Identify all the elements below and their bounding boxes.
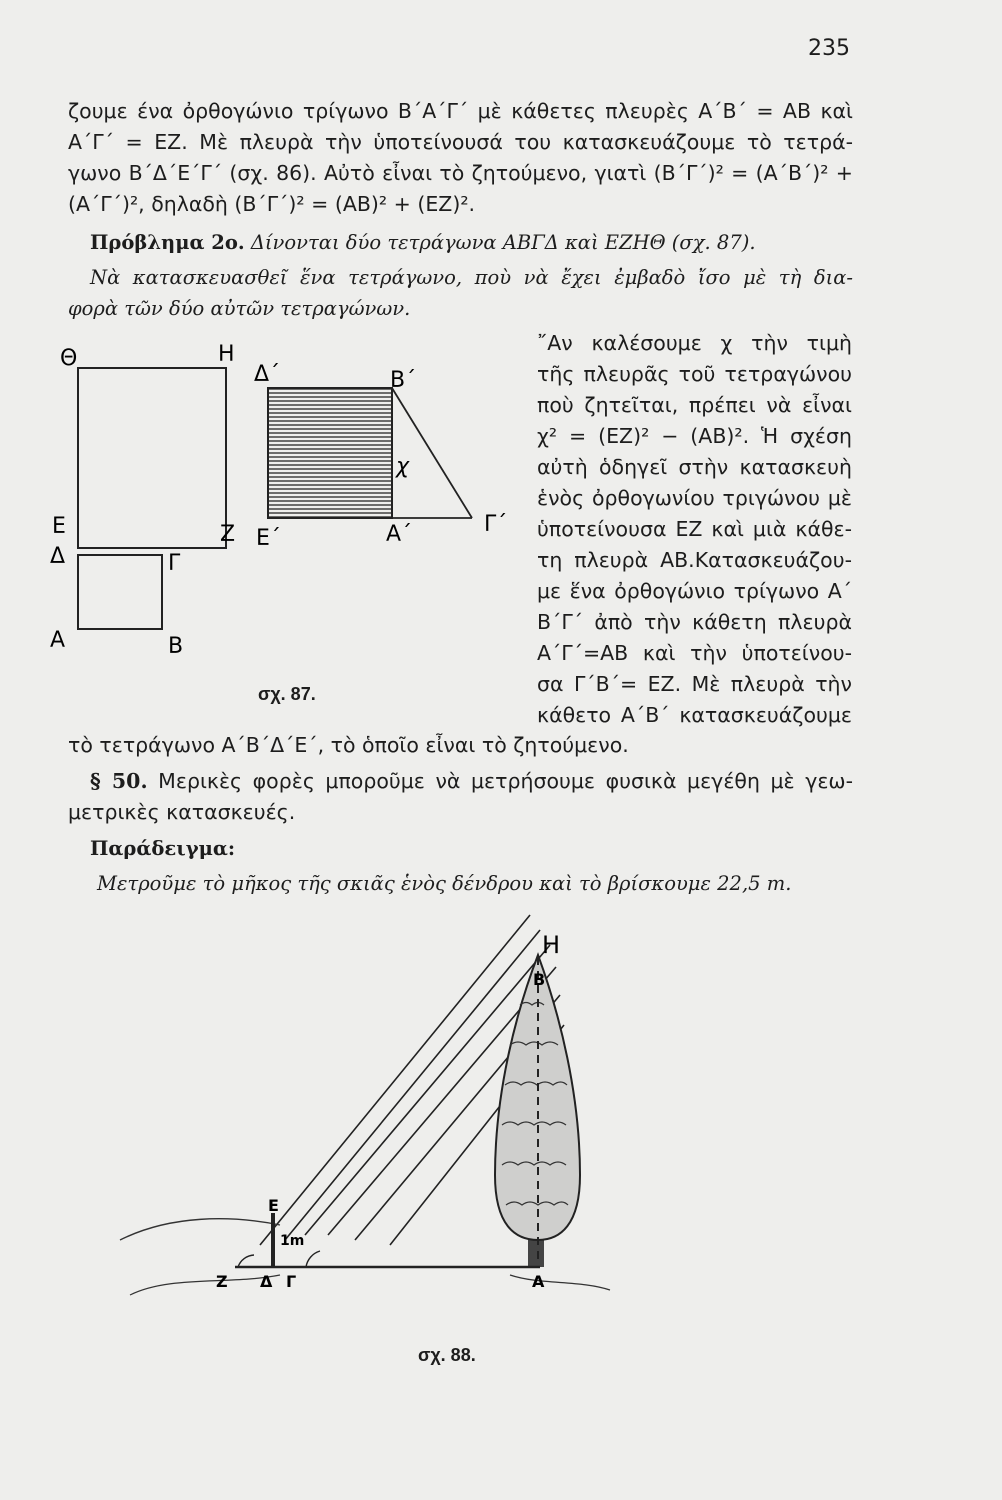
fig88-label-gamma: Γ xyxy=(286,1272,297,1291)
figure-87 xyxy=(40,335,530,735)
terrain-right xyxy=(510,1275,610,1290)
label-beta: Β xyxy=(168,634,184,659)
fig88-label-epsilon: Ε xyxy=(268,1196,279,1215)
page-number: 235 xyxy=(808,36,850,61)
angle-arc-large xyxy=(306,1251,320,1267)
problem-label: Πρόβλημα 2ο. xyxy=(90,231,245,254)
fig88-label-meter: 1m xyxy=(280,1233,305,1249)
fig88-label-alpha: Α xyxy=(532,1272,545,1291)
section-50-line-1 xyxy=(68,766,853,797)
rc-line-13: κάθετο Α΄Β΄ κατασκευάζουμε xyxy=(537,703,852,727)
label-epsilon-prime: Ε΄ xyxy=(256,526,281,551)
section-50-number: § 50. xyxy=(90,769,148,793)
example-text: Μετροῦμε τὸ μῆκος τῆς σκιᾶς ἑνὸς δένδρου καὶ τὸ βρίσκουμε 22,5 m. xyxy=(97,872,792,895)
intro-line-1: ζουμε ένα ὀρθογώνιο τρίγωνο Β΄Α΄Γ΄ μὲ κάθετες πλευρὲς Α΄Β΄ = ΑΒ καὶ xyxy=(68,99,853,123)
label-zeta: Ζ xyxy=(220,522,236,547)
label-gamma: Γ xyxy=(168,551,181,576)
example-label: Παράδειγμα: xyxy=(90,837,236,860)
rc-line-7: ὑποτείνουσα ΕΖ καὶ μιὰ κάθε- xyxy=(537,517,852,541)
fig88-label-eta: Η xyxy=(542,931,561,959)
fig88-label-zeta: Ζ xyxy=(216,1272,228,1291)
triangle-hypotenuse xyxy=(392,388,472,518)
rc-line-10: Β΄Γ΄ ἀπὸ τὴν κάθετη πλευρὰ xyxy=(537,610,852,634)
label-x: χ xyxy=(396,454,410,479)
rc-line-9: με ἕνα ὀρθογώνιο τρίγωνο Α΄ xyxy=(537,579,852,603)
fig88-label-beta: Β xyxy=(533,970,546,989)
rc-line-2: τῆς πλευρᾶς τοῦ τετραγώνου xyxy=(537,362,852,386)
intro-paragraph xyxy=(68,96,853,220)
label-theta: Θ xyxy=(60,346,78,371)
rc-line-1: ῎Αν καλέσουμε χ τὴν τιμὴ xyxy=(537,331,852,355)
section-50 xyxy=(68,766,853,828)
angle-arc-small xyxy=(238,1255,254,1267)
rc-line-5: αὐτὴ ὁδηγεῖ στὴν κατασκευὴ xyxy=(537,455,852,479)
problem-statement: Δίνονται δύο τετράγωνα ΑΒΓΔ καὶ ΕΖΗΘ (σχ. 87). xyxy=(250,231,756,254)
caption-fig87: σχ. 87. xyxy=(258,684,316,704)
label-alpha-prime: Α΄ xyxy=(386,522,413,547)
caption-fig88: σχ. 88. xyxy=(418,1345,476,1365)
square-abgd xyxy=(78,555,162,629)
section-50-text: Μερικὲς φορὲς μποροῦμε νὰ μετρήσουμε φυσικὰ μεγέθη μὲ γεω- xyxy=(158,769,853,793)
conclusion-line: τὸ τετράγωνο Α΄Β΄Δ΄Ε΄, τὸ ὁποῖο εἶναι τὸ ζητούμενο. xyxy=(68,733,629,757)
rc-line-8: τη πλευρὰ ΑΒ.Κατασκευάζου- xyxy=(537,548,852,572)
rc-line-4: χ² = (ΕΖ)² − (ΑΒ)². Ἡ σχέση xyxy=(537,424,852,448)
right-column-text xyxy=(537,328,852,731)
label-delta: Δ xyxy=(50,544,66,569)
square-hatched xyxy=(268,388,392,518)
intro-line-2: Α΄Γ΄ = ΕΖ. Μὲ πλευρὰ τὴν ὑποτείνουσά του κατασκευάζουμε τὸ τετρά- xyxy=(68,130,853,154)
rc-line-3: ποὺ ζητεῖται, πρέπει νὰ εἶναι xyxy=(537,393,852,417)
label-beta-prime: Β΄ xyxy=(390,368,417,393)
section-50-line-2: μετρικὲς κατασκευές. xyxy=(68,800,296,824)
terrain-bottom xyxy=(130,1275,280,1295)
intro-line-4: (Α΄Γ΄)², δηλαδὴ (Β΄Γ΄)² = (ΑΒ)² + (ΕΖ)². xyxy=(68,192,476,216)
fig88-label-delta: Δ xyxy=(260,1272,273,1291)
figure-88 xyxy=(110,895,670,1375)
problem-task-line-1: Νὰ κατασκευασθεῖ ἕνα τετράγωνο, ποὺ νὰ ἔχει ἐμβαδὸ ἴσο μὲ τὴ δια- xyxy=(90,266,853,289)
label-delta-prime: Δ΄ xyxy=(254,362,281,387)
label-epsilon: Ε xyxy=(52,514,66,539)
label-gamma-prime: Γ΄ xyxy=(484,512,508,537)
problem-heading xyxy=(90,227,853,258)
rc-line-12: σα Γ΄Β΄= ΕΖ. Μὲ πλευρὰ τὴν xyxy=(537,672,852,696)
terrain-left xyxy=(120,1219,280,1240)
problem-task xyxy=(68,262,853,324)
label-eta: Η xyxy=(218,342,235,367)
square-ezhth xyxy=(78,368,226,548)
rc-line-6: ἑνὸς ὀρθογωνίου τριγώνου μὲ xyxy=(537,486,852,510)
intro-line-3: γωνο Β΄Δ΄Ε΄Γ΄ (σχ. 86). Αὐτὸ εἶναι τὸ ζητούμενο, γιατὶ (Β΄Γ΄)² = (Α΄Β΄)² + xyxy=(68,161,853,185)
rc-line-11: Α΄Γ΄=ΑΒ καὶ τὴν ὑποτείνου- xyxy=(537,641,852,665)
problem-task-line-2: φορὰ τῶν δύο αὐτῶν τετραγώνων. xyxy=(68,297,411,320)
label-alpha: Α xyxy=(50,628,66,653)
